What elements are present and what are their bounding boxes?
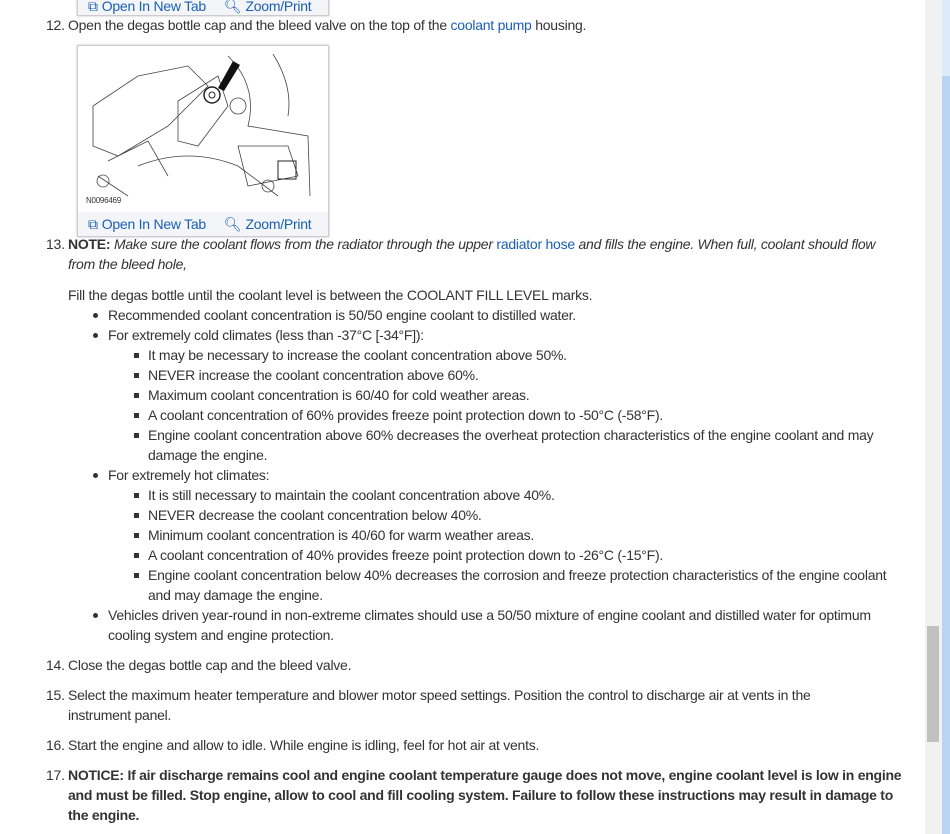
step-12: 12. Open the degas bottle cap and the bleed valve on the top of the coolant pump housing. (46, 17, 587, 33)
step-16: 16. Start the engine and allow to idle. While engine is idling, feel for hot air at vents. (46, 737, 540, 753)
previous-figure (77, 0, 329, 16)
coolant-pump-illustration[interactable] (78, 46, 328, 209)
open-in-new-tab-link[interactable]: ⧉ Open In New Tab (88, 215, 206, 232)
coolant-bullets: Recommended coolant concentration is 50/50 engine coolant to distilled water. For extremely cold climates (less than -37°C [-34°F]): It may be necessary to increase the coolant concentration above 50%. NEVER increase the coolant concentration above 60%. Maximum coolant concentration is 60/40 for cold weather areas. A coolant concentration of 60% provides freeze point protection down to -50°C (-58°F). Engine coolant concentration above 60% decreases the overheat protection characteristics of the engine coolant and may damage the engine. For extremely hot climates: It is still necessary to maintain the coolant concentration above 40%. NEVER decrease the coolant concentration below 40%. Minimum coolant concentration is 40/60 for warm weather areas. A coolant concentration of 40% provides freeze point protection down to -26°C (-15°F). Engine coolant concentration below 40% decreases the corrosion and freeze protection characteristics of the engine coolant and may damage the engine. Vehicles driven year-round in non-extreme climates should use a 50/50 mixture of engine coolant and distilled water for optimum cooling system and engine protection. (68, 305, 898, 645)
step-13: 13. NOTE: Make sure the coolant flows from the radiator through the upper radiator hose and fills the engine. When full, coolant should flow from the bleed hole, Fill the degas bottle until the coolant level is between the COOLANT FILL LEVEL marks. Recommended coolant concentration is 50/50 engine coolant to distilled water. For extremely cold climates (less than -37°C [-34°F]): It may be necessary to increase the coolant concentration above 50%. NEVER increase the coolant concentration above 60%. Maximum coolant concentration is 60/40 for cold weather areas. A coolant concentration of 60% provides freeze point protection down to -50°C (-58°F). Engine coolant concentration above 60% decreases the overheat protection characteristics of the engine coolant and may damage the engine. For extremely hot climates: It is still necessary to maintain the coolant concentration above 40%. NEVER decrease the coolant concentration below 40%. Minimum coolant concentration is 40/60 for warm weather areas. A coolant concentration of 40% provides freeze point protection down to -26°C (-15°F). Engine coolant concentration below 40% decreases the corrosion and freeze protection characteristics of the engine coolant and may damage the engine. Vehicles driven year-round in non-extreme climates should use a 50/50 mixture of engine coolant and distilled water for optimum cooling system and engine protection. (0, 234, 910, 645)
step-17: 17. NOTICE: If air discharge remains cool and engine coolant temperature gauge does not move, engine coolant level is low in engine and must be filled. Stop engine, allow to cool and fill cooling system. Failure to follow these instructions may result in damage to the engine. (46, 767, 902, 823)
coolant-pump-link[interactable]: coolant pump (450, 17, 532, 33)
step-15: 15. Select the maximum heater temperature and blower motor speed settings. Position the control to discharge air at vents in the instrument panel. (46, 687, 811, 723)
hot-climate-list: It is still necessary to maintain the coolant concentration above 40%. NEVER decrease the coolant concentration below 40%. Minimum coolant concentration is 40/60 for warm weather areas. A coolant concentration of 40% provides freeze point protection down to -26°C (-15°F). Engine coolant concentration below 40% decreases the corrosion and freeze protection characteristics of the engine coolant and may damage the engine. (108, 485, 898, 605)
window-edge-top (942, 0, 950, 76)
zoom-icon: 🔍︎ (223, 215, 242, 232)
zoom-print-link[interactable]: 🔍︎ Zoom/Print (223, 0, 312, 14)
open-in-new-tab-link[interactable]: ⧉ Open In New Tab (88, 0, 206, 14)
note: NOTE: Make sure the coolant flows from the radiator through the upper radiator hose and fills the engine. When full, coolant should flow from the bleed hole, (68, 236, 876, 272)
radiator-hose-link[interactable]: radiator hose (496, 236, 575, 252)
open-tab-icon: ⧉ (88, 0, 98, 14)
zoom-icon: 🔍︎ (223, 0, 242, 14)
figure-coolant-pump (77, 45, 329, 237)
window-edge (942, 0, 950, 834)
scrollbar-thumb[interactable] (927, 626, 939, 742)
figure-caption: N0096469 (86, 196, 121, 205)
zoom-print-link[interactable]: 🔍︎ Zoom/Print (223, 215, 312, 232)
scrollbar[interactable] (925, 0, 942, 834)
open-tab-icon: ⧉ (88, 215, 98, 232)
cold-climate-list: It may be necessary to increase the coolant concentration above 50%. NEVER increase the coolant concentration above 60%. Maximum coolant concentration is 60/40 for cold weather areas. A coolant concentration of 60% provides freeze point protection down to -50°C (-58°F). Engine coolant concentration above 60% decreases the overheat protection characteristics of the engine coolant and may damage the engine. (108, 345, 898, 465)
step-14: 14. Close the degas bottle cap and the bleed valve. (46, 657, 352, 673)
